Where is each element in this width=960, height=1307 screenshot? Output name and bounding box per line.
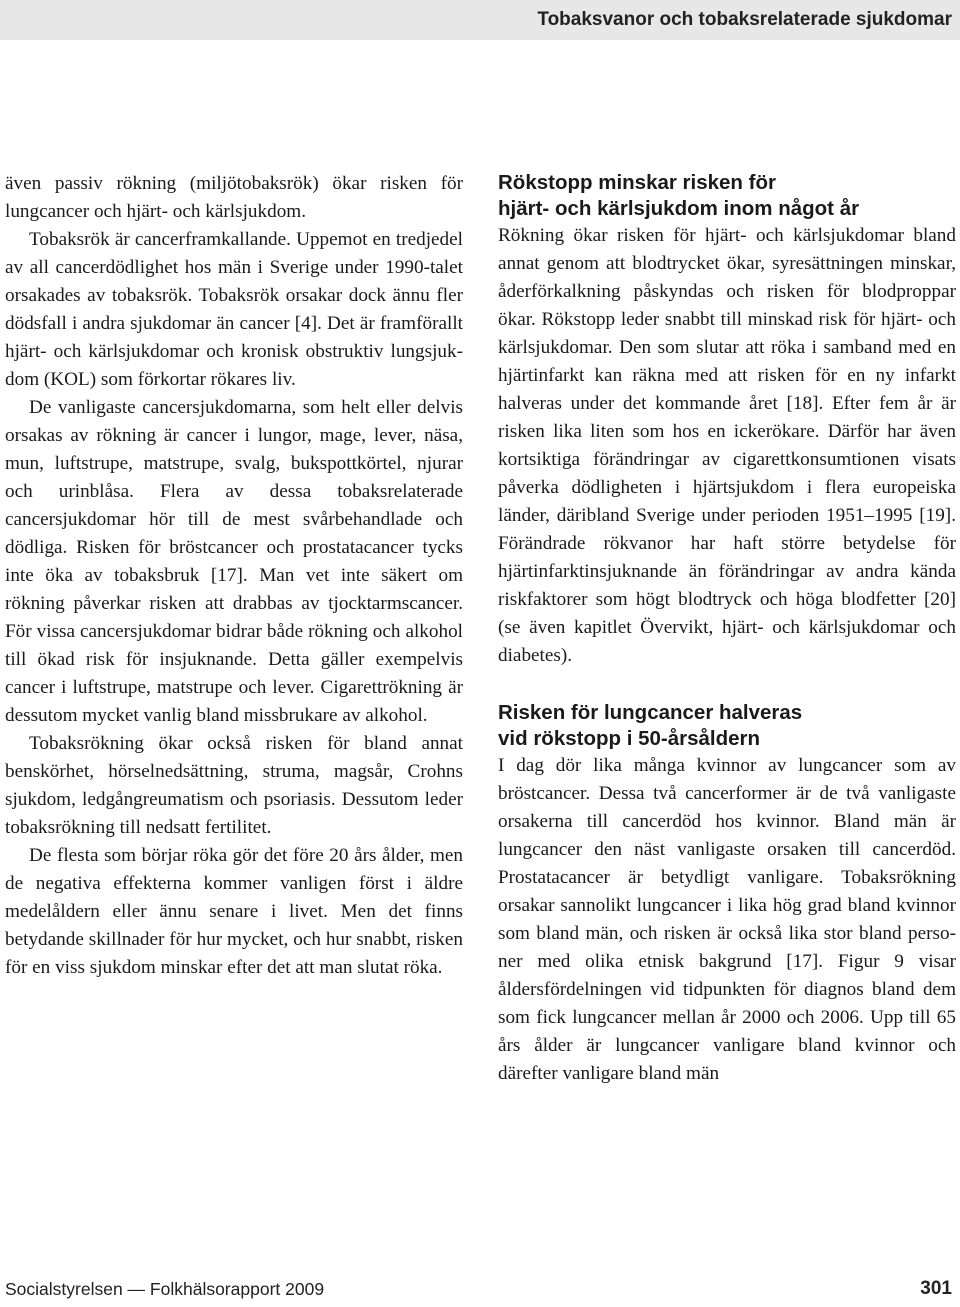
left-column bbox=[5, 170, 463, 982]
page-footer bbox=[5, 1277, 952, 1301]
section-heading-line: hjärt- och kärlsjukdom inom något år bbox=[498, 197, 860, 220]
section-heading-line: Risken för lungcancer halveras bbox=[498, 701, 803, 724]
section-heading bbox=[498, 700, 956, 752]
section-heading bbox=[498, 170, 956, 222]
body-paragraph: De flesta som börjar röka gör det före 20 års ålder, men de negativa effekterna kommer vanligen först i äldre medelåldern eller ännu senare i livet. Men det finns betydande skillnader för hur mycket, och hur snabbt, risken för en viss sjukdom minskar efter det att man slutat röka. bbox=[5, 845, 463, 978]
body-paragraph: I dag dör lika många kvinnor av lungcancer som av bröstcancer. Dessa två cancerformer är de två vanligaste orsakerna till cancerdöd hos kvinnor. Bland män är lungcancer den näst vanligaste orsaken till cancerdöd. Prostatacancer är betydligt vanligare. Tobaksrökning orsakar sannolikt lungcancer i lika hög grad bland kvinnor som bland män, och risken är också lika stor bland personer med olika etnisk bakgrund [17]. Figur 9 visar åldersfördelningen vid tidpunkten för diagnos bland dem som fick lungcancer mellan år 2000 och 2006. Upp till 65 års ålder är lungcancer vanligare bland kvinnor och därefter vanligare bland män bbox=[498, 755, 956, 1084]
running-head bbox=[0, 0, 960, 40]
body-paragraph: Tobaksrök är cancerframkallande. Uppemot en tredjedel av all cancerdödlighet hos män i Sverige under 1990-talet orsakades av tobaksrök. Tobaksrök orsakar dock ännu fler dödsfall i andra sjukdomar än cancer [4]. Det är framförallt hjärt- och kärlsjukdomar och kronisk obstruktiv lungsjukdom (KOL) som förkortar rökares liv. bbox=[5, 229, 463, 390]
body-paragraph: även passiv rökning (miljötobaksrök) ökar risken för lungcancer och hjärt- och kärlsjukdom. bbox=[5, 173, 463, 222]
body-paragraph: De vanligaste cancersjukdomarna, som helt eller delvis orsakas av rökning är cancer i lungor, mage, lever, näsa, mun, luftstrupe, matstrupe, svalg, bukspottkörtel, njurar och urinblåsa. Flera av dessa tobaksrelaterade cancersjukdomar hör till de mest svårbehandlade och dödliga. Risken för bröstcancer och prostatacancer tycks inte öka av tobaksbruk [17]. Man vet inte säkert om rökning påverkar risken att drabbas av tjocktarmscancer. För vissa cancersjukdomar bidrar både rökning och alkohol till ökad risk för insjuknande. Detta gäller exempelvis cancer i luftstrupe, matstrupe och lever. Cigarettrökning är dessutom mycket vanlig bland missbrukare av alkohol. bbox=[5, 397, 463, 726]
body-paragraph: Rökning ökar risken för hjärt- och kärlsjukdomar bland annat genom att blodtrycket ökar, syresättningen minskar, åderförkalkning påskyndas och risken för blodproppar ökar. Rökstopp leder snabbt till minskad risk för hjärt- och kärlsjukdomar. Den som slutar att röka i samband med en hjärtinfarkt kan räkna med att risken för en ny infarkt halveras under det kommande året [18]. Efter fem år är risken lika liten som hos en ickerökare. Därför har även kortsiktiga förändringar av cigarettkonsumtionen visats påverka dödligheten i hjärtsjukdom i flera europeiska länder, däribland Sverige under perioden 1951–1995 [19]. Förändrade rökvanor har haft större betydelse för hjärtinfarktinsjuknande än förändringar av andra kända riskfaktorer som högt blodtryck och höga blodfetter [20] (se även kapitlet Övervikt, hjärt- och kärlsjukdomar och diabetes). bbox=[498, 225, 956, 666]
body-paragraph: Tobaksrökning ökar också risken för bland annat benskörhet, hörselnedsättning, struma, magsår, Crohns sjukdom, ledgångreumatism och psoriasis. Dessutom leder tobaksrökning till nedsatt fertilitet. bbox=[5, 733, 463, 838]
page-number: 301 bbox=[920, 1278, 952, 1299]
running-head-title: Tobaksvanor och tobaksrelaterade sjukdomar bbox=[537, 9, 952, 30]
right-column bbox=[498, 170, 956, 1088]
footer-publication: Socialstyrelsen — Folkhälsorapport 2009 bbox=[5, 1278, 325, 1299]
section-heading-line: Rökstopp minskar risken för bbox=[498, 171, 776, 194]
section-heading-line: vid rökstopp i 50-årsåldern bbox=[498, 727, 761, 750]
